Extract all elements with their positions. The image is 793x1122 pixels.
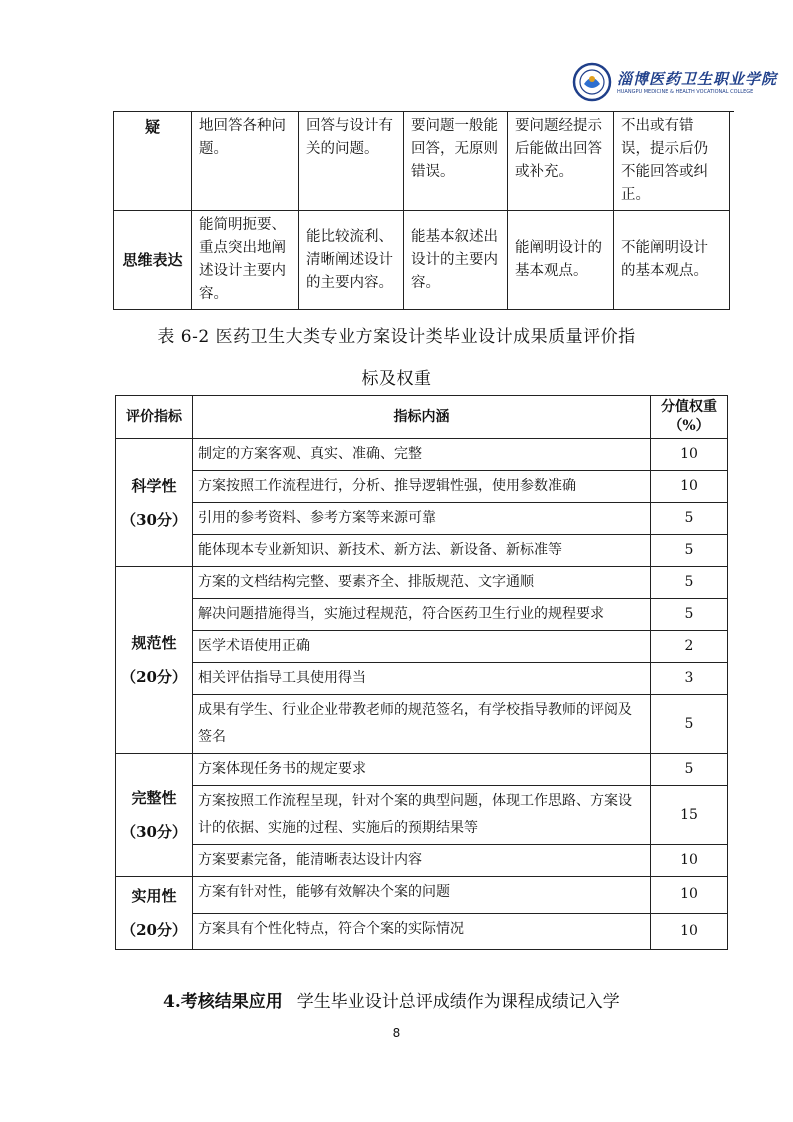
indicator-text: 能体现本专业新知识、新技术、新方法、新设备、新标准等 [193,535,651,567]
table-cell: 地回答各种问题。 [192,112,299,211]
table-cell: 要问题经提示后能做出回答或补充。 [508,112,614,211]
indicator-text: 方案具有个性化特点，符合个案的实际情况 [193,913,651,950]
table-row [116,439,728,471]
weight-value: 10 [651,471,728,503]
indicator-text: 方案的文档结构完整、要素齐全、排版规范、文字通顺 [193,567,651,599]
table-row [116,535,728,567]
header-weight-line2: （%） [668,418,710,434]
indicator-text: 引用的参考资料、参考方案等来源可靠 [193,503,651,535]
table-row [114,211,730,310]
table-cell: 要问题一般能回答，无原则错误。 [404,112,508,211]
indicator-text: 解决问题措施得当，实施过程规范，符合医药卫生行业的规程要求 [193,599,651,631]
table-cell: 能比较流利、清晰阐述设计的主要内容。 [299,211,404,310]
indicator-text: 方案按照工作流程呈现，针对个案的典型问题，体现工作思路、方案设计的依据、实施的过程、实施后的预期结果等 [193,786,651,845]
indicator-text: 方案有针对性，能够有效解决个案的问题 [193,877,651,914]
table-cell: 不出或有错误，提示后仍不能回答或纠正。 [614,112,730,211]
weight-value: 5 [651,695,728,754]
weight-value: 5 [651,535,728,567]
criterion-cell: 思维表达 [114,211,192,310]
indicator-text: 方案按照工作流程进行，分析、推导逻辑性强，使用参数准确 [193,471,651,503]
weight-value: 3 [651,663,728,695]
dimension-name: 完整性 [131,789,177,807]
table-cell: 能阐明设计的基本观点。 [508,211,614,310]
table-row [116,471,728,503]
dimension-name: 科学性 [131,476,177,495]
weight-value: 5 [651,503,728,535]
weight-value: 10 [651,439,728,471]
section-text: 学生毕业设计总评成绩作为课程成绩记入学 [296,992,620,1012]
weight-value: 5 [651,754,728,786]
table-header-row [116,396,728,439]
indicator-text: 成果有学生、行业企业带教老师的规范签名，有学校指导教师的评阅及签名 [193,695,651,754]
indicator-text: 相关评估指导工具使用得当 [193,663,651,695]
dimension-score: （30分） [121,510,187,529]
criterion-cell: 疑 [114,112,192,211]
dimension-score: （20分） [121,668,187,686]
dimension-cell [116,754,193,877]
dimension-name: 实用性 [131,887,177,905]
weight-value: 10 [651,913,728,950]
table-row [116,786,728,845]
school-name-english: HUANGPU MEDICINE & HEALTH VOCATIONAL COLLEGE [617,89,754,95]
dimension-name: 规范性 [131,634,177,652]
school-logo [572,62,612,102]
weight-value: 10 [651,877,728,914]
weight-value: 5 [651,599,728,631]
table-row [116,503,728,535]
table-cell: 能简明扼要、重点突出地阐述设计主要内容。 [192,211,299,310]
table-row [116,754,728,786]
dimension-cell [116,439,193,567]
table-row [116,663,728,695]
indicator-text: 制定的方案客观、真实、准确、完整 [193,439,651,471]
table-row [116,695,728,754]
quality-evaluation-table [115,395,728,950]
school-name: 淄博医药卫生职业学院 [617,70,778,88]
indicator-text: 医学术语使用正确 [193,631,651,663]
table-cell: 不能阐明设计的基本观点。 [614,211,730,310]
header-weight [651,396,728,439]
table-caption-line2: 标及权重 [361,369,432,389]
header-indicator: 评价指标 [116,396,193,439]
dimension-score: （30分） [121,823,187,841]
weight-value: 5 [651,567,728,599]
table-row [116,877,728,914]
table-cell: 能基本叙述出设计的主要内容。 [404,211,508,310]
indicator-text: 方案要素完备，能清晰表达设计内容 [193,845,651,877]
defense-rubric-table [113,111,730,310]
table-row [116,845,728,877]
section-paragraph [163,987,620,1012]
table-cell: 回答与设计有关的问题。 [299,112,404,211]
dimension-cell [116,877,193,950]
weight-value: 10 [651,845,728,877]
dimension-cell [116,567,193,754]
header-content: 指标内涵 [193,396,651,439]
page-number: 8 [392,1026,401,1040]
table-row [116,631,728,663]
section-heading: 4.考核结果应用 [163,992,283,1012]
header-weight-line1: 分值权重 [661,399,717,415]
dimension-score: （20分） [121,921,187,939]
indicator-text: 方案体现任务书的规定要求 [193,754,651,786]
weight-value: 2 [651,631,728,663]
table-row [114,112,730,211]
table-row [116,913,728,950]
table-row [116,599,728,631]
table-caption-line1: 表 6-2 医药卫生大类专业方案设计类毕业设计成果质量评价指 [157,327,636,347]
table-row [116,567,728,599]
weight-value: 15 [651,786,728,845]
